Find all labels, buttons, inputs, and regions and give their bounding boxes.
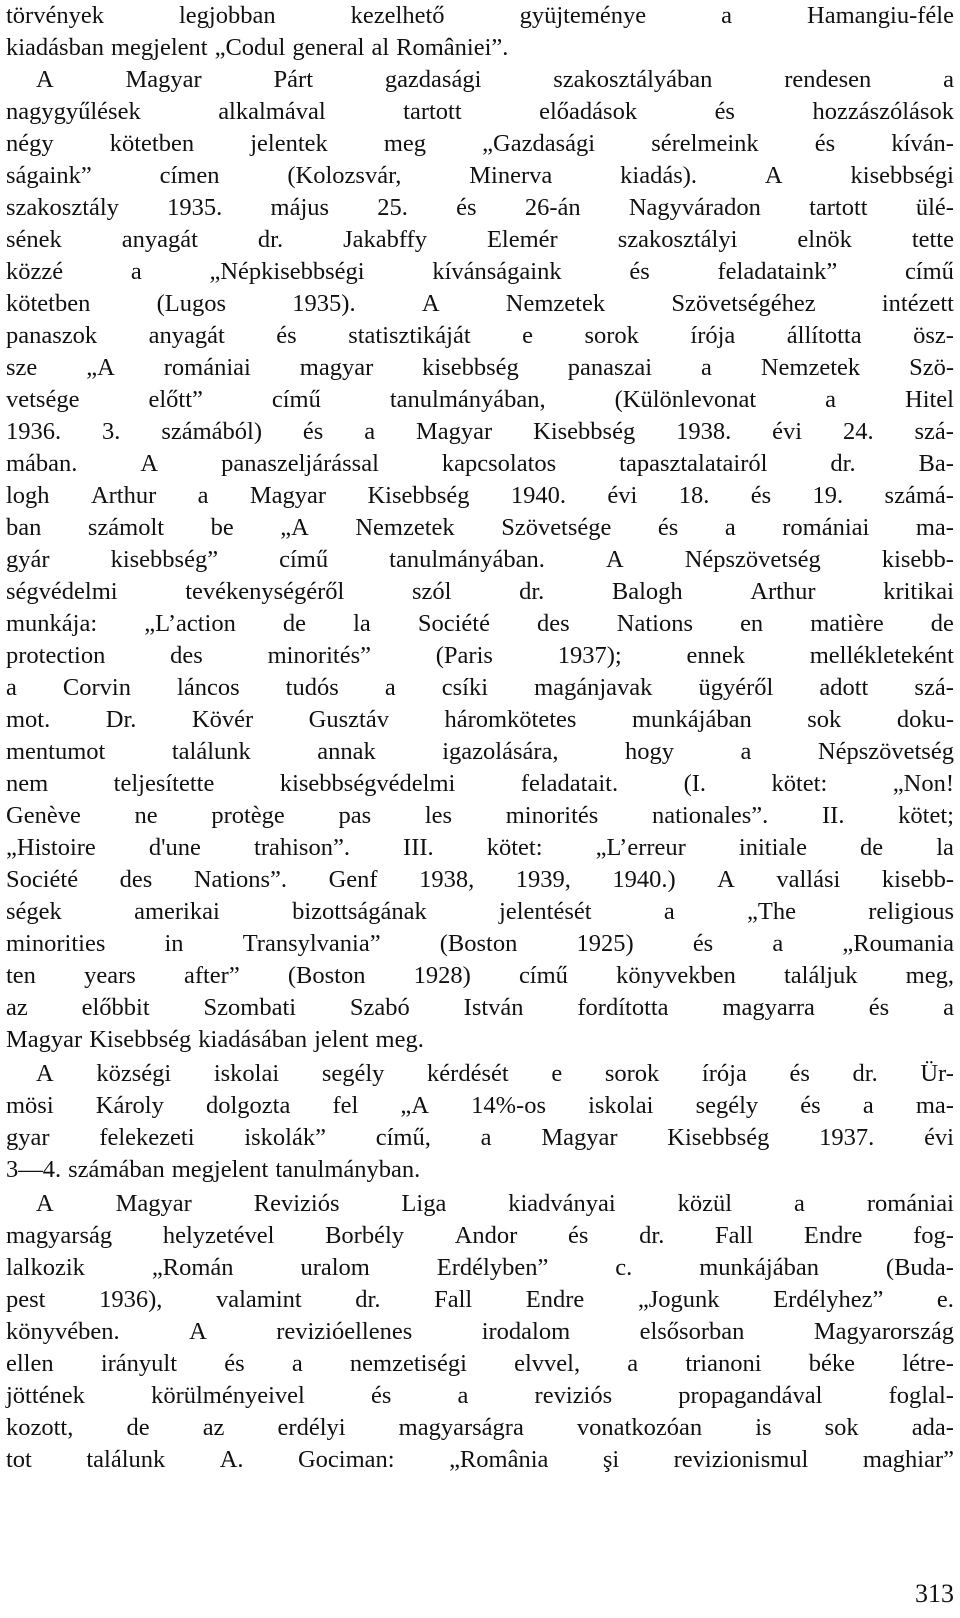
text-line: Genève ne protège pas les minorités nationales”. II. kötet; — [6, 802, 954, 829]
text-line: munkája: „L’action de la Société des Nations en matière de — [6, 610, 954, 637]
text-line: protection des minorités” (Paris 1937); ennek mellékleteként — [6, 642, 954, 669]
text-line: kötetben (Lugos 1935). A Nemzetek Szövetségéhez intézett — [6, 290, 954, 317]
text-line: Magyar Kisebbség kiadásában jelent meg. — [6, 1026, 424, 1053]
text-line: 3—4. számában megjelent tanulmányban. — [6, 1156, 421, 1183]
text-line: logh Arthur a Magyar Kisebbség 1940. évi 18. és 19. számá- — [6, 482, 954, 509]
text-line: négy kötetben jelentek meg „Gazdasági sérelmeink és kíván- — [6, 130, 954, 157]
text-line: az előbbit Szombati Szabó István fordította magyarra és a — [6, 994, 954, 1021]
text-line: 1936. 3. számából) és a Magyar Kisebbség 1938. évi 24. szá- — [6, 418, 954, 445]
text-line: A Magyar Reviziós Liga kiadványai közül a romániai — [36, 1190, 954, 1217]
page-number: 313 — [915, 1579, 954, 1608]
text-line: gyár kisebbség” című tanulmányában. A Népszövetség kisebb- — [6, 546, 954, 573]
text-line: könyvében. A revizióellenes irodalom elsősorban Magyarország — [6, 1318, 954, 1345]
text-line: panaszok anyagát és statisztikáját e sorok írója állította ösz- — [6, 322, 954, 349]
text-line: Société des Nations”. Genf 1938, 1939, 1940.) A vallási kisebb- — [6, 866, 954, 893]
text-line: nagygyűlések alkalmával tartott előadások és hozzászólások — [6, 98, 954, 125]
text-line: ségvédelmi tevékenységéről szól dr. Balogh Arthur kritikai — [6, 578, 954, 605]
text-line: ellen irányult és a nemzetiségi elvvel, a trianoni béke létre- — [6, 1350, 954, 1377]
text-line: ségek amerikai bizottságának jelentését a „The religious — [6, 898, 954, 925]
text-line: pest 1936), valamint dr. Fall Endre „Jogunk Erdélyhez” e. — [6, 1286, 954, 1313]
text-line: jöttének körülményeivel és a reviziós propagandával foglal- — [6, 1382, 954, 1409]
text-line: sének anyagát dr. Jakabffy Elemér szakosztályi elnök tette — [6, 226, 954, 253]
text-line: kozott, de az erdélyi magyarságra vonatkozóan is sok ada- — [6, 1414, 954, 1441]
text-line: mot. Dr. Kövér Gusztáv háromkötetes munkájában sok doku- — [6, 706, 954, 733]
text-line: magyarság helyzetével Borbély Andor és dr. Fall Endre fog- — [6, 1222, 954, 1249]
text-line: ságaink” címen (Kolozsvár, Minerva kiadás). A kisebbségi — [6, 162, 954, 189]
text-line: törvények legjobban kezelhető gyüjteménye a Hamangiu-féle — [6, 2, 954, 29]
text-line: szakosztály 1935. május 25. és 26-án Nagyváradon tartott ülé- — [6, 194, 954, 221]
text-line: minorities in Transylvania” (Boston 1925) és a „Roumania — [6, 930, 954, 957]
text-line: a Corvin láncos tudós a csíki magánjavak ügyéről adott szá- — [6, 674, 954, 701]
text-line: tot találunk A. Gociman: „România şi revizionismul maghiar” — [6, 1446, 954, 1473]
text-line: közzé a „Népkisebbségi kívánságaink és feladataink” című — [6, 258, 954, 285]
text-line: ten years after” (Boston 1928) című könyvekben találjuk meg, — [6, 962, 954, 989]
text-line: A községi iskolai segély kérdését e sorok írója és dr. Ür- — [36, 1060, 954, 1087]
text-line: gyar felekezeti iskolák” című, a Magyar Kisebbség 1937. évi — [6, 1124, 954, 1151]
text-line: kiadásban megjelent „Codul general al României”. — [6, 34, 509, 61]
text-line: sze „A romániai magyar kisebbség panaszai a Nemzetek Szö- — [6, 354, 954, 381]
text-line: lalkozik „Román uralom Erdélyben” c. munkájában (Buda- — [6, 1254, 954, 1281]
text-line: vetsége előtt” című tanulmányában, (Különlevonat a Hitel — [6, 386, 954, 413]
text-line: mában. A panaszeljárással kapcsolatos tapasztalatairól dr. Ba- — [6, 450, 954, 477]
text-line: mösi Károly dolgozta fel „A 14%-os iskolai segély és a ma- — [6, 1092, 954, 1119]
text-line: mentumot találunk annak igazolására, hogy a Népszövetség — [6, 738, 954, 765]
text-line: A Magyar Párt gazdasági szakosztályában rendesen a — [36, 66, 954, 93]
text-line: nem teljesítette kisebbségvédelmi feladatait. (I. kötet: „Non! — [6, 770, 954, 797]
text-line: ban számolt be „A Nemzetek Szövetsége és a romániai ma- — [6, 514, 954, 541]
text-line: „Histoire d'une trahison”. III. kötet: „L’erreur initiale de la — [6, 834, 954, 861]
